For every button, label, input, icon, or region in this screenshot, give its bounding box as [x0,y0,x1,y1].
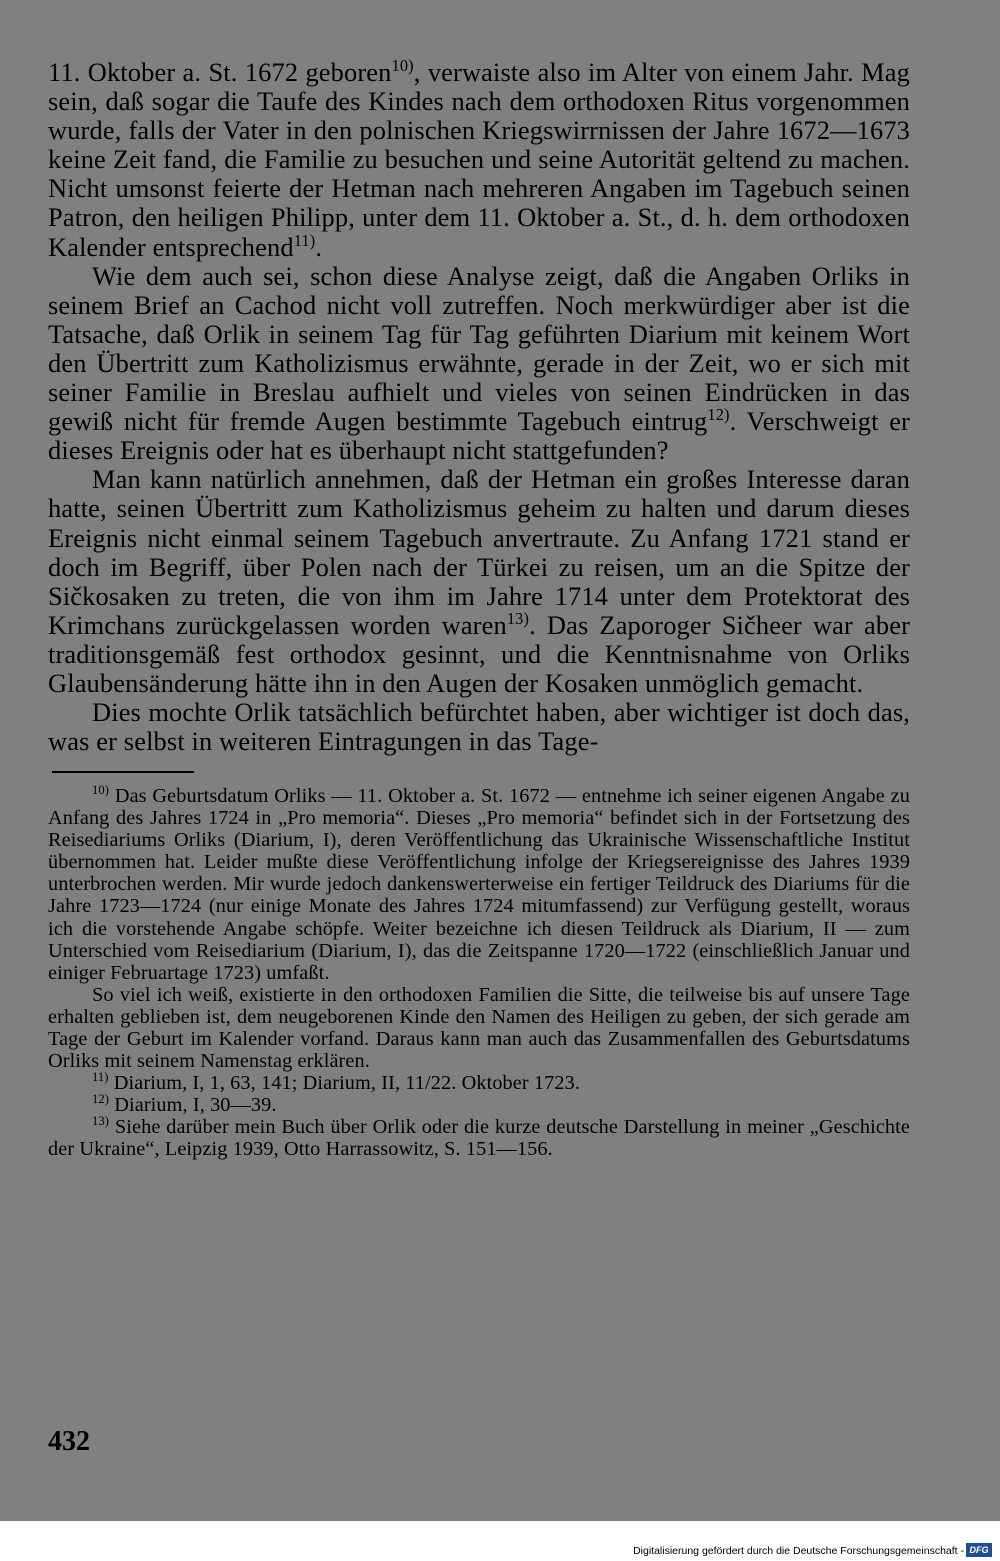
footnote-13: $^{13)}$ Siehe darüber mein Buch über Orlik oder die kurze deutsche Darstellung in meiner „Geschichte der Ukraine“, Leipzig 1939, Otto Harrassowitz, S. 151—156. [48,1114,910,1160]
funding-credit: Digitalisierung gefördert durch die Deutsche Forschungsgemeinschaft - [633,1545,964,1557]
footnote-10-continuation: So viel ich weiß, existierte in den orthodoxen Familien die Sitte, die teilweise bis auf unsere Tage erhalten geblieben ist, dem neugeborenen Kinde den Namen des Heiligen zu geben, der sich gerade am Tage der Geburt im Kalender vorfand. Daraus kann man auch das Zusammenfallen des Geburtsdatums Orliks mit seinem Namenstag erklären. [48,983,910,1072]
main-text [48,58,910,756]
paragraph: Dies mochte Orlik tatsächlich befürchtet haben, aber wichtiger ist doch das, was er selbst in weiteren Eintragungen in das Tage- [48,697,910,757]
page-number: 432 [48,1426,90,1457]
footnote-11: $^{11)}$ Diarium, I, 1, 63, 141; Diarium, II, 11/22. Oktober 1723. [92,1070,581,1094]
dfg-logo: DFG [966,1543,992,1557]
paragraph: Man kann natürlich annehmen, daß der Hetman ein großes Interesse daran hatte, seinen Übertritt zum Katholizismus geheim zu halten und darum dieses Ereignis nicht einmal seinem Tagebuch anvertraute. Zu Anfang 1721 stand er doch im Begriff, über Polen nach der Türkei zu reisen, um an die Spitze der Sičkosaken zu treten, die von ihm im Jahre 1714 unter dem Protektorat des Krimchans zurückgelassen worden waren$^{13)}$. Das Zaporoger Sičheer war aber traditionsgemäß fest orthodox gesinnt, und die Kenntnisnahme von Orliks Glaubensänderung hätte ihn in den Augen der Kosaken unmöglich gemacht. [48,464,911,698]
footnote-ref: 12) [707,405,730,425]
paragraph: Wie dem auch sei, schon diese Analyse zeigt, daß die Angaben Orliks in seinem Brief an Cachod nicht voll zutreffen. Noch merkwürdiger aber ist die Tatsache, daß Orlik in seinem Tag für Tag geführten Diarium mit keinem Wort den Übertritt zum Katholizismus erwähnte, gerade in der Zeit, wo er sich mit seiner Familie in Breslau aufhielt und vieles von seinen Eindrücken in das gewiß nicht für fremde Augen bestimmte Tagebuch eintrug$^{12)}$. Verschweigt er dieses Ereignis oder hat es überhaupt nicht stattgefunden? [48,260,910,466]
footnotes [48,785,910,1160]
footnote-ref: 13) [506,608,530,628]
footnote-10: $^{10)}$ Das Geburtsdatum Orliks — 11. Oktober a. St. 1672 — entnehme ich seiner eigenen Angabe zu Anfang des Jahres 1724 in „Pro memoria“. Dieses „Pro memoria“ befindet sich in der Fortsetzung des Reisediariums Orliks (Diarium, I), deren Veröffentlichung das Ukrainische Wissenschaftliche Institut übernommen hat. Leider mußte diese Veröffentlichung infolge der Kriegsereignisse des Jahres 1939 unterbrochen werden. Mir wurde jedoch dankenswerterweise ein fertiger Teildruck des Diariums für die Jahre 1723—1724 (nur einige Monate des Jahres 1724 mitumfassend) zur Verfügung gestellt, woraus ich die vorstehende Angabe schöpfe. Weiter bezeichne ich diesen Teildruck als Diarium, II — zum Unterschied vom Reisediarium (Diarium, I), das die Zeitspanne 1720—1722 (einschließlich Januar und einiger Februartage 1723) umfaßt. [48,783,910,984]
footnote-ref: 11) [293,230,316,250]
footnote-ref: 10) [391,56,414,76]
footnote-12: $^{12)}$ Diarium, I, 30—39. [92,1092,277,1116]
paragraph: 11. Oktober a. St. 1672 geboren$^{10)}$, verwaiste also im Alter von einem Jahr. Mag sein, daß sogar die Taufe des Kindes nach dem orthodoxen Ritus vorgenommen wurde, falls der Vater in den polnischen Kriegswirrnissen der Jahre 1672—1673 keine Zeit fand, die Familie zu besuchen und seine Autorität geltend zu machen. Nicht umsonst feierte der Hetman nach mehreren Angaben im Tagebuch seinen Patron, den heiligen Philipp, unter dem 11. Oktober a. St., d. h. dem orthodoxen Kalender entsprechend$^{11)}$. [48,56,911,262]
footnote-divider [52,771,194,773]
